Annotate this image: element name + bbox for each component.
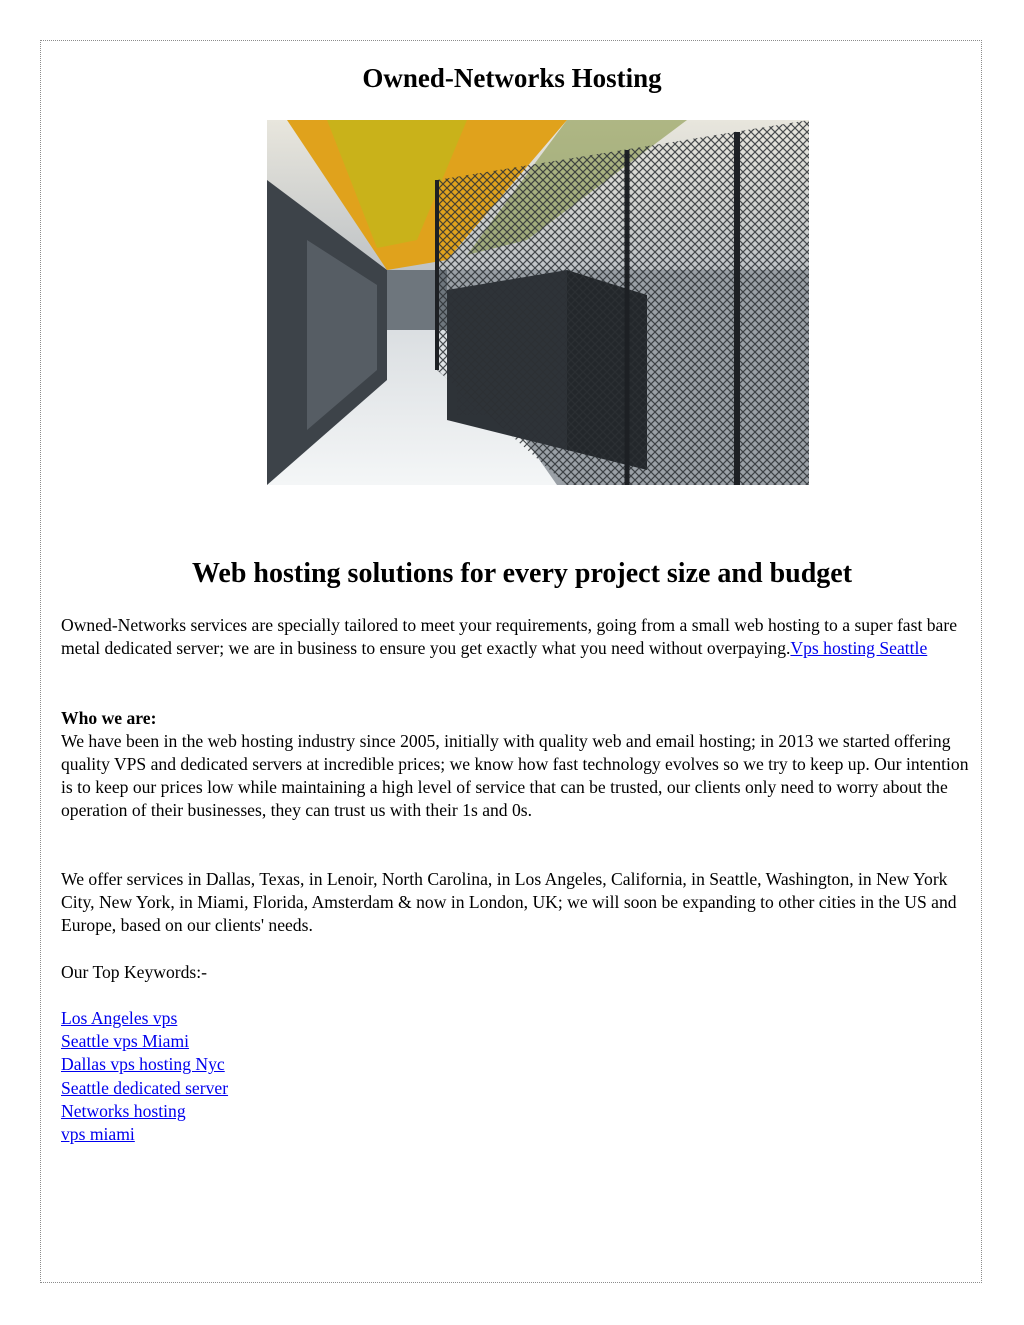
keyword-link-dallas-vps-hosting-nyc[interactable]: Dallas vps hosting Nyc [61,1054,225,1075]
locations-paragraph: We offer services in Dallas, Texas, in Lenoir, North Carolina, in Los Angeles, California, in Seattle, Washington, in New York City, New York, in Miami, Florida, Amsterdam & now in London, UK; we will soon be expanding to other cities in the US and Europe, based on our clients' needs. [61,869,957,935]
list-item [61,1030,228,1053]
keyword-link-los-angeles-vps[interactable]: Los Angeles vps [61,1008,178,1028]
document-title: Owned-Networks Hosting [362,63,662,93]
list-item [61,1100,228,1123]
keyword-links [61,1007,228,1146]
intro-text: Owned-Networks services are specially tailored to meet your requirements, going from a small web hosting to a super fast bare metal dedicated server; we are in business to ensure you get exactly what you need without overpaying. [61,615,958,658]
keyword-link-seattle-dedicated-server[interactable]: Seattle dedicated server [61,1077,229,1098]
list-item [61,1123,228,1146]
who-we-are-paragraph [61,707,971,822]
who-we-are-text: We have been in the web hosting industry since 2005, initially with quality web and email hosting; in 2013 we started offering quality VPS and dedicated servers at incredible prices; we know how fast technology evolves so we try to keep up. Our intention is to keep our prices low while maintaining a high level of service that can be trusted, our clients only need to worry about the operation of their businesses, they can trust us with their 1s and 0s. [61,731,969,820]
section-heading: Web hosting solutions for every project size and budget [191,558,853,589]
who-we-are-label: Who we are: [61,708,157,728]
vps-hosting-seattle-link[interactable]: Vps hosting Seattle [790,638,928,658]
keywords-label: Our Top Keywords:- [61,962,208,982]
keyword-link-networks-hosting[interactable]: Networks hosting [61,1100,186,1121]
keyword-link-vps-miami[interactable]: vps miami [61,1124,135,1145]
intro-paragraph [61,614,971,660]
hero-image [267,120,809,485]
list-item [61,1077,228,1100]
list-item [61,1007,228,1030]
list-item [61,1053,228,1076]
data-center-illustration [267,120,809,485]
keyword-link-seattle-vps-miami[interactable]: Seattle vps Miami [61,1031,190,1052]
